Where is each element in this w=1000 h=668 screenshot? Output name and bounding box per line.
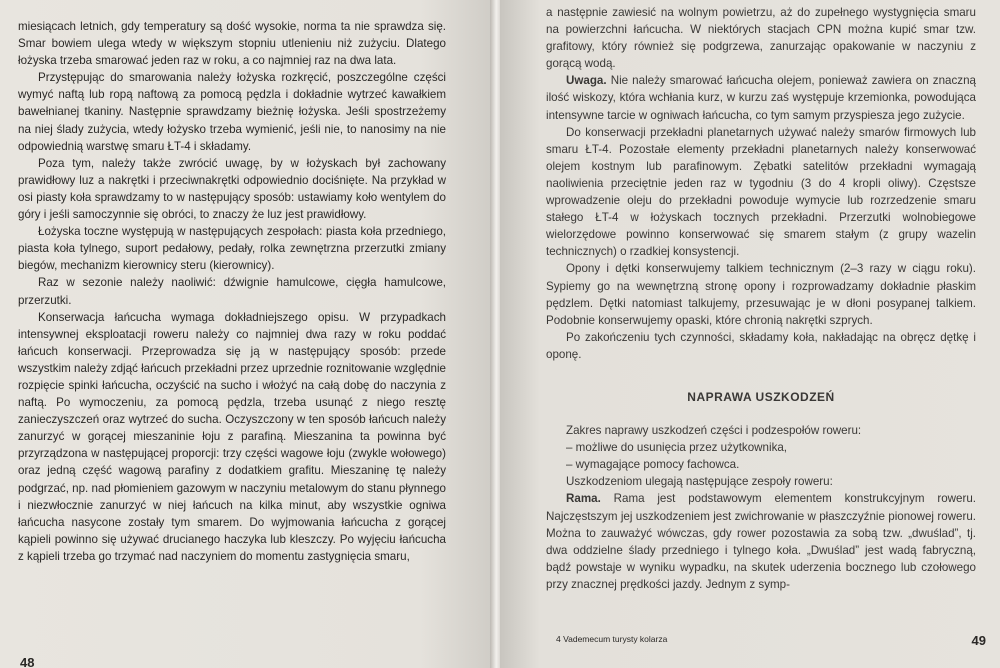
paragraph [546,473,976,490]
left-page [0,0,494,668]
paragraph-text: Rama jest podstawowym elementem konstrukcyjnym roweru. Najczęstszym jej uszkodzeniem jest zwichrowanie w płaszczyźnie pionowej roweru. Można to zauważyć wówczas, gdy rower pozostawia za sobą tzw. „dwuślad”, tj. dwa oddzielne ślady przedniego i tylnego koła. „Dwuślad” jest wadą fabryczną, bądź powstaje w wyniku wypadku, na skutek uderzenia bocznego lub czołowego przy znacznej prędkości jazdy. Jednym z symp- [546,492,976,591]
paragraph [546,72,976,123]
list-item [546,439,976,456]
paragraph [546,329,976,363]
list-item [546,456,976,473]
paragraph-text: Zakres naprawy uszkodzeń części i podzespołów roweru: [566,424,862,438]
paragraph [546,4,976,72]
paragraph-text: Opony i dętki konserwujemy talkiem technicznym (2–3 razy w ciągu roku). Sypiemy go na wewnętrzną stronę opony i rozprowadzamy dokładnie płaskim pędzlem. Dętki natomiast talkujemy, przesuwając je w dłoni posypanej talkiem. Podobnie konserwujemy opaski, które chronią nakrętki szprych. [546,262,976,327]
page-footer: 4 Vademecum turysty kolarza [556,634,668,644]
paragraph-text: Po zakończeniu tych czynności, składamy koła, nakładając na obręcz dętkę i oponę. [546,330,976,361]
paragraph [546,422,976,439]
paragraph: miesiącach letnich, gdy temperatury są dość wysokie, norma ta nie sprawdza się. Smar bowiem ulega wtedy w większym stopniu utlenieniu niż zużyciu. Dlatego łożyska trzeba smarować jeden raz w roku, a co najmniej raz na dwa lata. [18,20,446,68]
paragraph-text: Nie należy smarować łańcucha olejem, ponieważ zawiera on znaczną ilość wiskozy, która wchłania kurz, w kurzu zaś występuje krzemionka, powodująca intensywne tarcie w ogniwach łańcucha, co tym samym przyspiesza jego zużycie. [546,74,976,122]
left-page-text [18,18,446,565]
paragraph-text: Uszkodzeniom ulegają następujące zespoły roweru: [566,475,833,489]
page-number-left: 48 [20,655,35,668]
paragraph: Poza tym, należy także zwrócić uwagę, by w łożyskach był zachowany prawidłowy luz a nakrętki i przeciwnakrętki odpowiednio dociśnięte. Na przykład w osi piasty koła sprawdzamy to w następujący sposób: ustawiamy koło wentylem do góry i jeśli samoczynnie się obróci, to znaczy że luz jest prawidłowy. [18,156,446,222]
paragraph [546,490,976,593]
paragraph [546,124,976,261]
paragraph-text: – wymagające pomocy fachowca. [566,458,740,472]
paragraph-text: Do konserwacji przekładni planetarnych używać należy smarów firmowych lub smaru ŁT-4. Pozostałe elementy przekładni planetarnych należy konserwować olejem kostnym lub parafinowym. Zębatki satelitów przekładni wymagają naoliwienia przeciętnie jeden raz w tygodniu (3 do 4 kropli oliwy). Częstsze wprowadzenie oleju do przekładni powoduje wymycie lub rozrzedzenie smaru stałego ŁT-4 w łożyskach tocznych przekładni. Przerzutki wolnobiegowe wielorzędowe powinno konserwować się smarem stałym (z grupy wazelin technicznych) o rzadkiej konsystencji. [546,125,976,259]
paragraph: Łożyska toczne występują w następujących zespołach: piasta koła przedniego, piasta koła tylnego, suport pedałowy, pedały, rolka zewnętrzna przerzutki zmiany biegów, mechanizm kierownicy steru (kierownicy). [18,225,446,273]
paragraph [546,260,976,328]
section-heading: NAPRAWA USZKODZEŃ [687,389,835,404]
paragraph-lead: Uwaga. [566,74,607,88]
page-number-right: 49 [971,633,986,648]
paragraph: Konserwacja łańcucha wymaga dokładniejszego opisu. W przypadkach intensywnej eksploatacji roweru należy co najmniej dwa razy w roku poddać łańcuch konserwacji. Przeprowadza się ją w następujący sposób: przede wszystkim należy zdjąć łańcuch przekładni przez uprzednie roznitowanie względnie rozpięcie spinki łańcucha, oczyścić na sucho i włożyć na całą dobę do naczynia z naftą. Po wymoczeniu, za pomocą pędzla, trzeba usunąć z niego resztę zanieczyszczeń oraz wytrzeć do sucha. Oczyszczony w ten sposób łańcuch należy zanurzyć w gorącej mieszaninie łoju z parafiną. Mieszanina ta powinna być przyrządzona w następującej proporcji: trzy części wagowe łoju (zwykle wołowego) oraz jedną część wagową parafiny z dodatkiem grafitu. Mieszaninę tę należy podgrzać, np. nad płomieniem gazowym w naczyniu metalowym do stanu płynnego i niezwłocznie zanurzyć w niej łańcuch na kilka minut, aby wszystkie ogniwa łańcucha nasycone zostały tym smarem. Do wyjmowania łańcucha z gorącej kąpieli powinno się używać drucianego haczyka lub kleszczy. Po wyjęciu łańcucha z kąpieli trzeba go trzymać nad naczyniem do momentu zastygnięcia smaru, [18,310,446,563]
paragraph-text: – możliwe do usunięcia przez użytkownika, [566,441,788,455]
right-page [500,0,1000,668]
paragraph-text: a następnie zawiesić na wolnym powietrzu, aż do zupełnego wystygnięcia smaru na powierzchni łańcucha. W niektórych stacjach CPN można kupić smar tzw. grafitowy, który również się podgrzewa, zanurzając opakowanie w naczyniu z gorącą wodą. [546,6,976,71]
paragraph-lead: Rama. [566,492,601,506]
paragraph: Przystępując do smarowania należy łożyska rozkręcić, poszczególne części wymyć naftą lub ropą naftową za pomocą pędzla i dokładnie wytrzeć kawałkiem bawełnianej tkaniny. Następnie sprawdzamy bieżnię łożyska. Jeśli spostrzeżemy na niej ślady zużycia, wtedy łożysko trzeba wymienić, jeśli nie, to nanosimy na nie odpowiednią warstwę smaru ŁT-4 i składamy. [18,71,446,153]
right-page-text [546,4,976,593]
paragraph: Raz w sezonie należy naoliwić: dźwignie hamulcowe, cięgła hamulcowe, przerzutki. [18,276,446,307]
